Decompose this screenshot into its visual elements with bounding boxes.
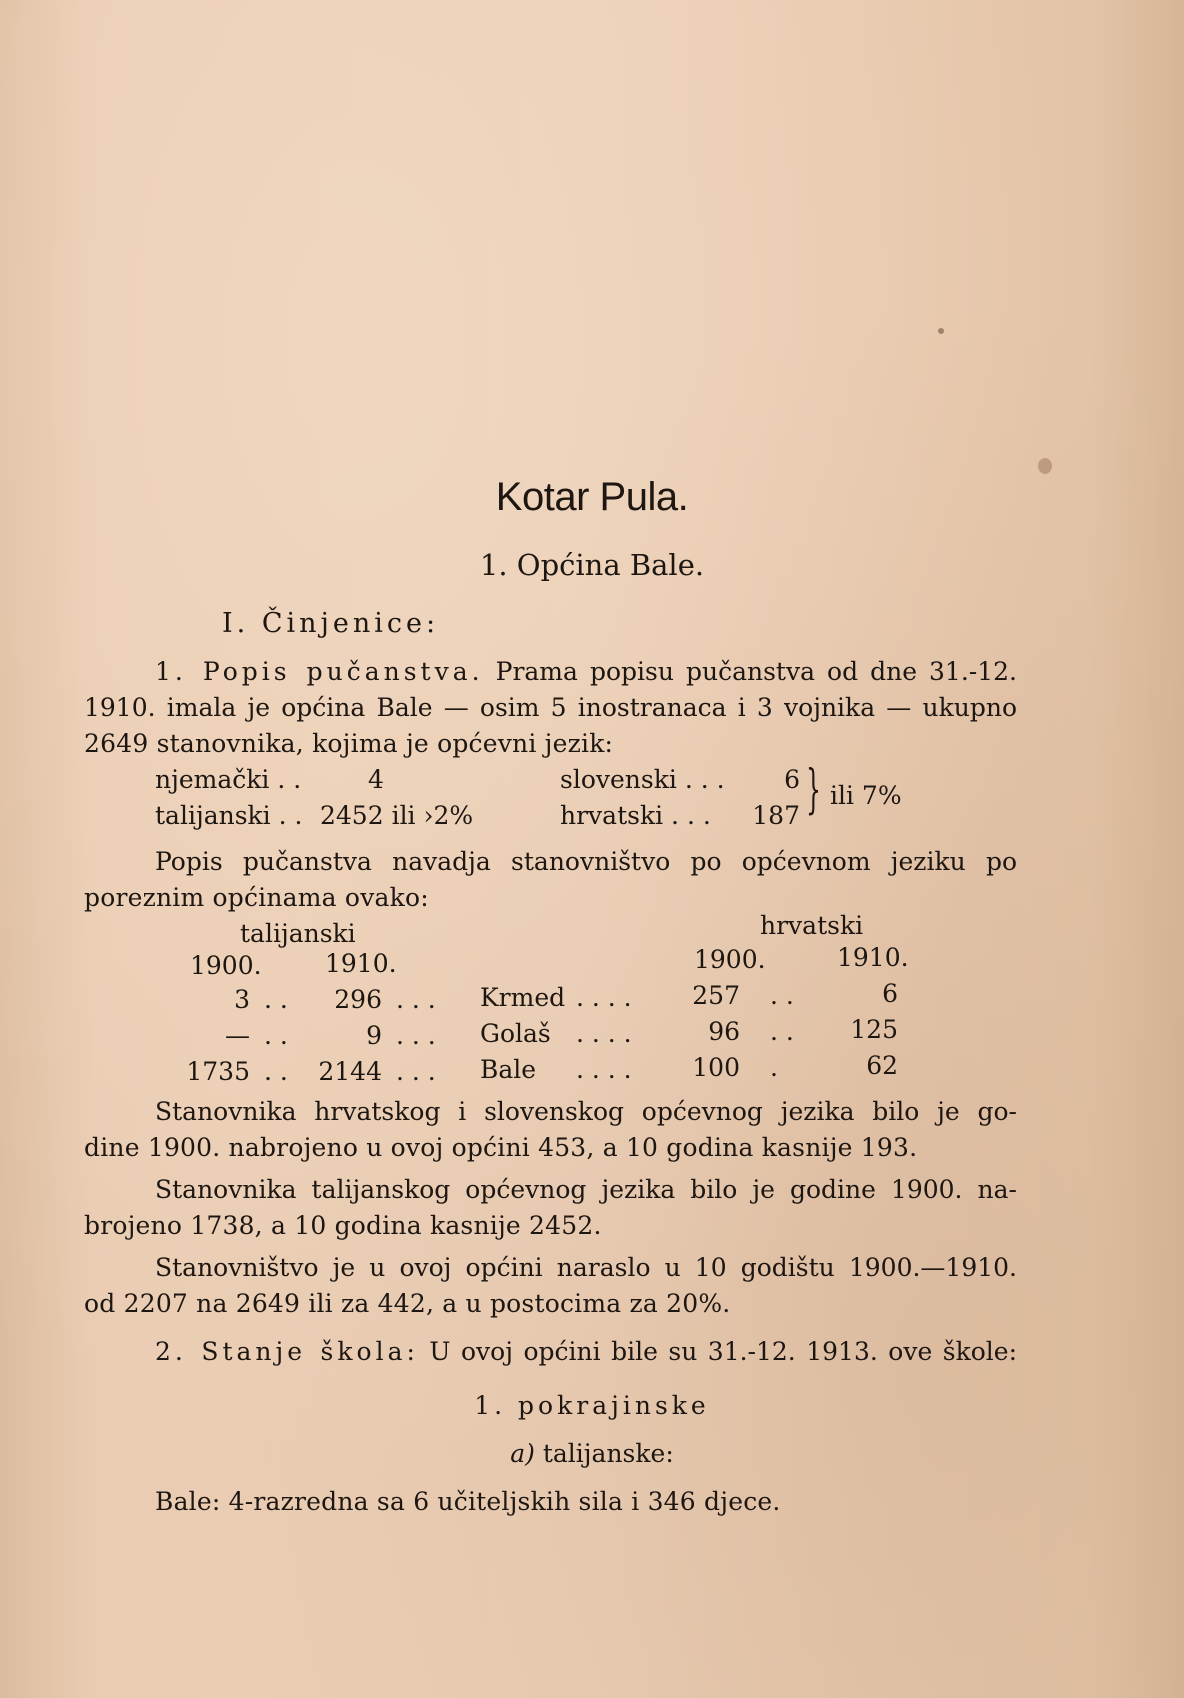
table-cell: 6 (882, 979, 898, 1008)
table-header-talijanski: talijanski (240, 919, 356, 948)
lang-talijanski-label: talijanski . . (155, 801, 303, 830)
para5-line2: od 2207 na 2649 ili za 442, a u postocima za 20%. (84, 1289, 731, 1318)
table-cell: 3 (234, 985, 250, 1014)
section-heading: I. Činjenice: (222, 608, 440, 639)
year-header: 1910. (325, 949, 397, 978)
table-cell: 2144 (318, 1057, 382, 1086)
census-line1-rest: Prama popisu pučanstva od dne 31.-12. (495, 657, 1017, 686)
table-cell: 257 (692, 981, 740, 1010)
dot-leader: . . . (396, 985, 436, 1014)
census-para2-line2: poreznim općinama ovako: (84, 883, 429, 912)
table-cell: 62 (866, 1051, 898, 1080)
dot-leader: . . (264, 985, 288, 1014)
census-para1-line2: 1910. imala je općina Bale — osim 5 inostranaca i 3 vojnika — ukupno (84, 693, 1017, 722)
census-lead: 1. Popis pučanstva. (155, 657, 484, 686)
year-header: 1910. (837, 943, 909, 972)
page-title: Kotar Pula. (495, 475, 689, 519)
page-subtitle: 1. Općina Bale. (479, 548, 705, 582)
table-header-hrvatski: hrvatski (760, 911, 864, 940)
census-para1-line3: 2649 stanovnika, kojima je općevni jezik: (84, 729, 614, 758)
table-row-name: Golaš (480, 1019, 551, 1048)
census-para2-line1: Popis pučanstva navadja stanovništvo po općevnom jeziku po (155, 847, 1017, 876)
lang-combined-share: ili 7% (830, 781, 902, 810)
lang-slovenski-label: slovenski . . . (560, 765, 725, 794)
census-para1-line1 (155, 656, 1017, 688)
ink-speck (938, 328, 944, 334)
dot-leader: . . (264, 1057, 288, 1086)
subheading-letter: a) (510, 1439, 535, 1468)
ink-stain (1038, 458, 1052, 474)
table-cell: 9 (366, 1021, 382, 1050)
brace-glyph: } (806, 760, 821, 820)
dot-leader: . . (770, 1017, 794, 1046)
table-row-name: Krmed (480, 983, 566, 1012)
schools-intro-rest: U ovoj općini bile su 31.-12. 1913. ove škole: (429, 1337, 1017, 1366)
para4-line1: Stanovnika talijanskog općevnog jezika bilo je godine 1900. na- (155, 1175, 1017, 1204)
dot-leader: . . . (396, 1057, 436, 1086)
schools-heading: 1. pokrajinske (474, 1391, 710, 1420)
table-cell: 100 (692, 1053, 740, 1082)
para4-line2: brojeno 1738, a 10 godina kasnije 2452. (84, 1211, 602, 1240)
schools-intro (155, 1336, 1017, 1368)
dot-leader: . . . . (576, 983, 632, 1012)
table-cell: — (225, 1021, 250, 1050)
table-row-name: Bale (480, 1055, 537, 1084)
para3-line1: Stanovnika hrvatskog i slovenskog općevnog jezika bilo je go- (155, 1097, 1017, 1126)
lang-hrvatski-label: hrvatski . . . (560, 801, 711, 830)
table-cell: 296 (334, 985, 382, 1014)
dot-leader: . (770, 1053, 778, 1082)
lang-slovenski-value: 6 (784, 765, 800, 794)
year-header: 1900. (694, 945, 766, 974)
lang-talijanski-value: 2452 ili ›2% (320, 801, 474, 830)
lang-njemacki-value: 4 (368, 765, 384, 794)
schools-lead: 2. Stanje škola: (155, 1337, 419, 1366)
lang-njemacki-label: njemački . . (155, 765, 302, 794)
dot-leader: . . (770, 981, 794, 1010)
year-header: 1900. (190, 951, 262, 980)
table-cell: 96 (708, 1017, 740, 1046)
table-cell: 125 (850, 1015, 898, 1044)
para5-line1: Stanovništvo je u ovoj općini naraslo u 10 godištu 1900.—1910. (155, 1253, 1017, 1282)
dot-leader: . . . . (576, 1055, 632, 1084)
dot-leader: . . . (396, 1021, 436, 1050)
dot-leader: . . (264, 1021, 288, 1050)
schools-subheading (0, 1438, 1184, 1470)
para3-line2: dine 1900. nabrojeno u ovoj općini 453, a 10 godina kasnije 193. (84, 1133, 918, 1162)
table-cell: 1735 (186, 1057, 250, 1086)
dot-leader: . . . . (576, 1019, 632, 1048)
subheading-text: talijanske: (542, 1439, 674, 1468)
lang-hrvatski-value: 187 (752, 801, 800, 830)
school-entry: Bale: 4-razredna sa 6 učiteljskih sila i 346 djece. (155, 1487, 781, 1516)
